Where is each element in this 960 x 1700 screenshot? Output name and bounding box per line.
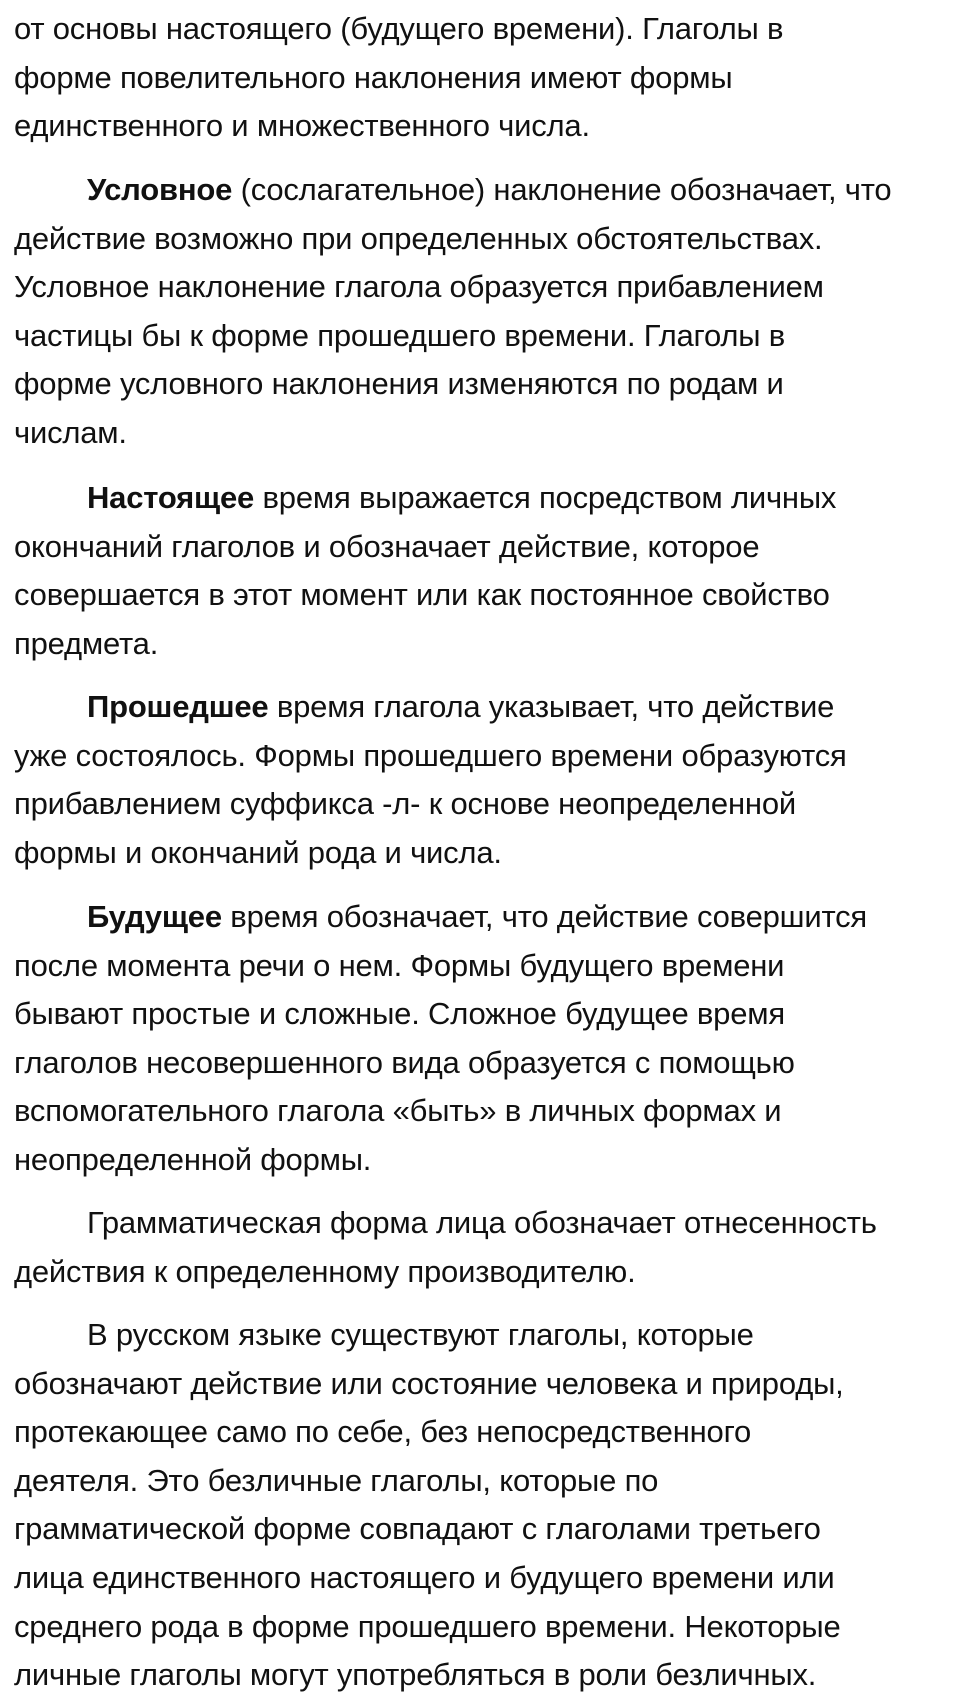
text-line: форме повелительного наклонения имеют формы xyxy=(14,59,733,95)
text-line: бывают простые и сложные. Сложное будущее время xyxy=(14,996,785,1032)
text-fragment: время глагола указывает, что действие xyxy=(268,689,835,724)
text-line: глаголов несовершенного вида образуется с помощью xyxy=(14,1044,795,1080)
paragraph-present-tense xyxy=(14,474,954,668)
text-line: вспомогательного глагола «быть» в личных формах и xyxy=(14,1093,782,1129)
text-line: деятеля. Это безличные глаголы, которые по xyxy=(14,1462,659,1498)
text-line: форме условного наклонения изменяются по родам и xyxy=(14,366,784,402)
text-line: действие возможно при определенных обстоятельствах. xyxy=(14,220,823,256)
term-bold: Прошедшее xyxy=(87,689,269,724)
text-line: личные глаголы могут употребляться в роли безличных. xyxy=(14,1657,817,1693)
text-line: Грамматическая форма лица обозначает отнесенность xyxy=(87,1205,877,1240)
text-line xyxy=(14,893,954,942)
text-line: числам. xyxy=(14,414,127,450)
paragraph-past-tense xyxy=(14,683,954,877)
paragraph-conditional-mood xyxy=(14,166,954,458)
text-line: единственного и множественного числа. xyxy=(14,108,590,144)
text-line: Условное наклонение глагола образуется прибавлением xyxy=(14,269,824,305)
text-line: от основы настоящего (будущего времени). Глаголы в xyxy=(14,11,784,46)
text-line: действия к определенному производителю. xyxy=(14,1253,636,1289)
text-line: В русском языке существуют глаголы, которые xyxy=(87,1317,754,1352)
text-line xyxy=(14,166,954,215)
text-line: совершается в этот момент или как постоянное свойство xyxy=(14,577,830,613)
term-bold: Настоящее xyxy=(87,480,255,515)
text-fragment: время обозначает, что действие совершится xyxy=(221,899,867,934)
paragraph-imperative-continuation xyxy=(14,5,954,151)
text-line: лица единственного настоящего и будущего времени или xyxy=(14,1559,835,1595)
text-fragment: (сослагательное) наклонение обозначает, что xyxy=(232,172,892,207)
paragraph-person-form xyxy=(14,1199,954,1296)
text-line: предмета. xyxy=(14,625,159,661)
text-line: обозначают действие или состояние человека и природы, xyxy=(14,1365,844,1401)
term-bold: Условное xyxy=(87,172,233,207)
paragraph-future-tense xyxy=(14,893,954,1185)
text-line: прибавлением суффикса -л- к основе неопределенной xyxy=(14,786,796,822)
text-line xyxy=(14,474,954,523)
text-line: формы и окончаний рода и числа. xyxy=(14,834,502,870)
text-line: протекающее само по себе, без непосредственного xyxy=(14,1414,752,1450)
text-line xyxy=(14,683,954,732)
text-line: среднего рода в форме прошедшего времени. Некоторые xyxy=(14,1608,841,1644)
text-line: окончаний глаголов и обозначает действие, которое xyxy=(14,528,760,564)
text-line: неопределенной формы. xyxy=(14,1141,372,1177)
text-line: после момента речи о нем. Формы будущего времени xyxy=(14,947,785,983)
text-line: частицы бы к форме прошедшего времени. Глаголы в xyxy=(14,317,785,353)
term-bold: Будущее xyxy=(87,899,222,934)
text-line: уже состоялось. Формы прошедшего времени образуются xyxy=(14,737,847,773)
text-line: грамматической форме совпадают с глаголами третьего xyxy=(14,1511,821,1547)
paragraph-impersonal-verbs xyxy=(14,1311,954,1700)
text-fragment: время выражается посредством личных xyxy=(254,480,837,515)
